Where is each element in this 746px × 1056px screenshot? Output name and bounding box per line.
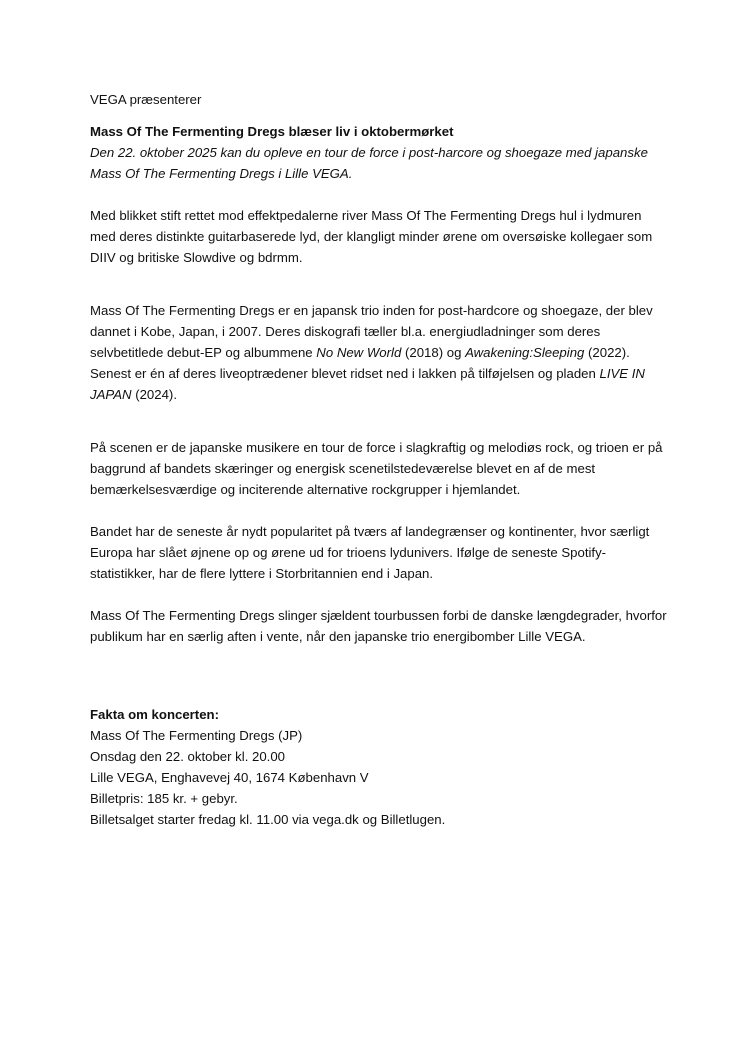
album-title-live-in-japan: LIVE IN JAPAN [90,366,645,402]
subheadline: Den 22. oktober 2025 kan du opleve en tour de force i post-harcore og shoegaze med japanske Mass Of The Fermenting Dregs i Lille VEGA. [90,145,648,181]
headline: Mass Of The Fermenting Dregs blæser liv i oktobermørket [90,124,454,139]
album-title-no-new-world: No New World [316,345,402,360]
album-title-awakening-sleeping: Awakening:Sleeping [465,345,585,360]
discography-text-4: (2024). [131,387,177,402]
paragraph-stage: På scenen er de japanske musikere en tour de force i slagkraftig og melodiøs rock, og trioen er på baggrund af bandets skæringer og energisk scenetilstedeværelse blevet en af de mest bemærkelsesværdige og inciterende alternative rockgrupper i hjemlandet. [90,440,663,497]
presenter-line: VEGA præsenterer [90,92,202,107]
document-page [90,89,670,830]
fact-line-date: Onsdag den 22. oktober kl. 20.00 [90,749,286,764]
fact-line-venue: Lille VEGA, Enghavevej 40, 1674 København V [90,770,369,785]
paragraph-discography [90,300,670,405]
fact-line-band: Mass Of The Fermenting Dregs (JP) [90,728,303,743]
fact-line-ticket-sale: Billetsalget starter fredag kl. 11.00 via vega.dk og Billetlugen. [90,812,446,827]
paragraph-sound: Med blikket stift rettet mod effektpedalerne river Mass Of The Fermenting Dregs hul i lydmuren med deres distinkte guitarbaserede lyd, der klangligt minder ørene om oversøiske kollegaer som DIIV og britiske Slowdive og bdrmm. [90,208,653,265]
facts-title: Fakta om koncerten: [90,707,219,722]
fact-line-price: Billetpris: 185 kr. + gebyr. [90,791,238,806]
discography-text-2: (2018) og [401,345,466,360]
discography-text-1: Mass Of The Fermenting Dregs er en japansk trio inden for post-hardcore og shoegaze, der blev dannet i Kobe, Japan, i 2007. Deres diskografi tæller bl.a. energiudladninger som deres selvbetitlede debut-EP og albummene [90,303,653,360]
paragraph-tour: Mass Of The Fermenting Dregs slinger sjældent tourbussen forbi de danske længdegrader, hvorfor publikum har en særlig aften i vente, når den japanske trio energibomber Lille VEGA. [90,608,667,644]
facts-section [90,704,670,830]
discography-text-3: (2022). Senest er én af deres liveoptrædener blevet ridset ned i lakken på tilføjelsen og pladen [90,345,630,381]
paragraph-popularity: Bandet har de seneste år nydt popularitet på tværs af landegrænser og kontinenter, hvor særligt Europa har slået øjnene op og ørene ud for trioens lydunivers. Ifølge de seneste Spotify-statistikker, har de flere lyttere i Storbritannien end i Japan. [90,524,650,581]
